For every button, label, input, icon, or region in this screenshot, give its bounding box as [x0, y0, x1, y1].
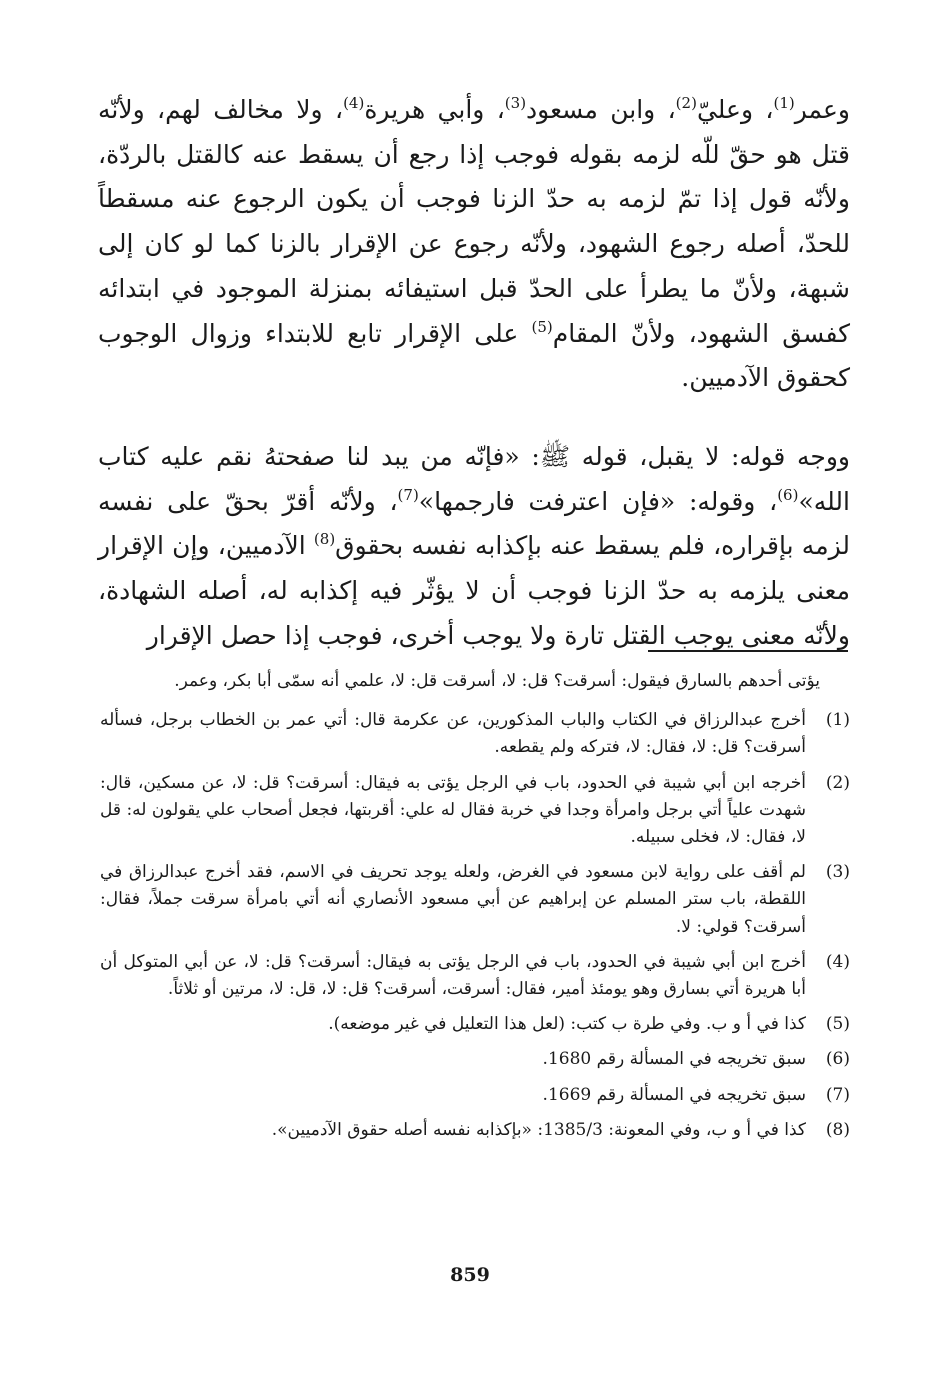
footnote-text: سبق تخريجه في المسألة رقم 1680.	[542, 1049, 806, 1070]
footnote-number: (6)	[825, 1049, 850, 1070]
footnotes	[100, 668, 850, 1152]
footnote-text: أخرجه ابن أبي شيبة في الحدود، باب في الرجل يؤتى به فيقال: أسرقت؟ قل: لا، عن مسكين، قال: شهدت علياً أتي برجل وامرأة وجدا في خربة فقال له علي: أقربتها، فجعل أصحاب علي يقولون له: قل لا، فقال: لا، فخلى سبيله.	[100, 772, 806, 848]
footnote-number: (4)	[825, 951, 850, 972]
footnote-text: كذا في أ و ب، وفي المعونة: 1385/3: «بإكذابه نفسه أصله حقوق الآدميين».	[271, 1119, 806, 1140]
footnote-ref-6[interactable]: (6)	[777, 485, 799, 504]
footnote-text: سبق تخريجه في المسألة رقم 1669.	[542, 1084, 806, 1105]
footnote-item	[100, 1011, 850, 1038]
footnote-text: لم أقف على رواية لابن مسعود في الغرض، ولعله يوجد تحريف في الاسم، فقد أخرج عبدالرزاق في اللقطة، باب ستر المسلم عن إبراهيم عن أبي مسعود الأنصاري أنه أتي بامرأة سرقت جملاً، فقال: أسرقت؟ قولي: لا.	[100, 862, 806, 937]
footnote-text: أخرج عبدالرزاق في الكتاب والباب المذكورين، عن عكرمة قال: أتي عمر بن الخطاب برجل، فسأله أسرقت؟ قل: لا، فقال: لا، فتركه ولم يقطعه.	[100, 710, 806, 758]
footnote-number: (7)	[825, 1084, 850, 1105]
footnote-ref-1[interactable]: (1)	[773, 94, 795, 112]
footnote-ref-2[interactable]: (2)	[675, 94, 697, 112]
footnote-text: أخرج ابن أبي شيبة في الحدود، باب في الرجل يؤتى به فيقال: أسرقت؟ قل: لا، عن أبي المتوكل أن أبا هريرة أتي بسارق وهو يومئذ أمير، فقال: أسرقت، أسرقت؟ قل: لا، قل: لا، مرتين أو ثلاثاً.	[100, 951, 806, 1000]
text-run: الآدميين، وإن الإقرار معنى يلزمه به حدّ الزنا فوجب أن لا يؤثّر فيه إكذابه له، أصله الشهادة، ولأنّه معنى يوجب القتل تارة ولا يوجب أخرى، فوجب إذا حصل الإقرار	[98, 531, 850, 650]
footnote-number: (8)	[825, 1119, 850, 1140]
footnote-number: (5)	[825, 1014, 850, 1035]
text-run: على الإقرار تابع للابتداء وزوال الوجوب كحقوق الآدميين.	[98, 318, 850, 393]
footnote-item	[100, 707, 850, 761]
footnote-text: كذا في أ و ب. وفي طرة ب كتب: (لعل هذا التعليل في غير موضعه).	[328, 1014, 806, 1035]
text-run: ، وعليّ	[696, 95, 774, 124]
page-number: 859	[450, 1264, 490, 1286]
footnote-number: (3)	[825, 862, 850, 883]
footnote-ref-4[interactable]: (4)	[343, 94, 365, 112]
footnote-ref-3[interactable]: (3)	[504, 94, 527, 112]
text-run: وعمر	[794, 95, 850, 124]
footnote-number: (2)	[825, 772, 850, 793]
text-run: ، وقوله: «فإن اعترفت فارجمها»	[418, 486, 778, 516]
footnote-item	[100, 859, 850, 941]
footnote-divider	[648, 650, 848, 652]
footnote-item	[100, 1117, 850, 1144]
text-run: ، ولأنّه أقرّ بحقّ على نفسه لزمه بإقراره، فلم يسقط عنه بإكذابه نفسه بحقوق	[98, 486, 850, 561]
paragraph-2	[98, 435, 850, 659]
text-run: ، ولا مخالف لهم، ولأنّه قتل هو حقّ للّه لزمه بقوله فوجب إذا رجع أن يسقط عنه كالقتل بالردّة، ولأنّه قول إذا تمّ لزمه به حدّ الزنا فوجب أن يكون الرجوع عنه مسقطاً للحدّ، أصله رجوع الشهود، ولأنّه رجوع عن الإقرار بالزنا كما لو كان إلى شبهة، ولأنّ ما يطرأ على الحدّ قبل استيفائه بمنزلة الموجود في ابتدائه كفسق الشهود، ولأنّ المقام	[98, 95, 850, 348]
paragraph-1	[98, 88, 850, 401]
footnote-item	[100, 949, 850, 1003]
footnote-ref-5[interactable]: (5)	[531, 317, 553, 336]
footnote-item	[100, 770, 850, 852]
footnote-item	[100, 1082, 850, 1109]
footnote-number: (1)	[825, 710, 850, 731]
text-run: ووجه قوله: لا يقبل، قوله ﷺ: «فإنّه من يبد لنا صفحتهُ نقم عليه كتاب الله»	[98, 441, 850, 516]
text-run: ، وأبي هريرة	[364, 95, 505, 124]
footnote-continued: يؤتى أحدهم بالسارق فيقول: أسرقت؟ قل: لا، أسرقت قل: لا، علمي أنه سمّى أبا بكر، وعمر.	[174, 671, 820, 691]
footnote-ref-7[interactable]: (7)	[397, 485, 419, 504]
footnote-ref-8[interactable]: (8)	[313, 530, 336, 549]
footnote-item	[100, 1046, 850, 1073]
text-run: ، وابن مسعود	[526, 95, 676, 124]
main-text	[98, 88, 850, 658]
